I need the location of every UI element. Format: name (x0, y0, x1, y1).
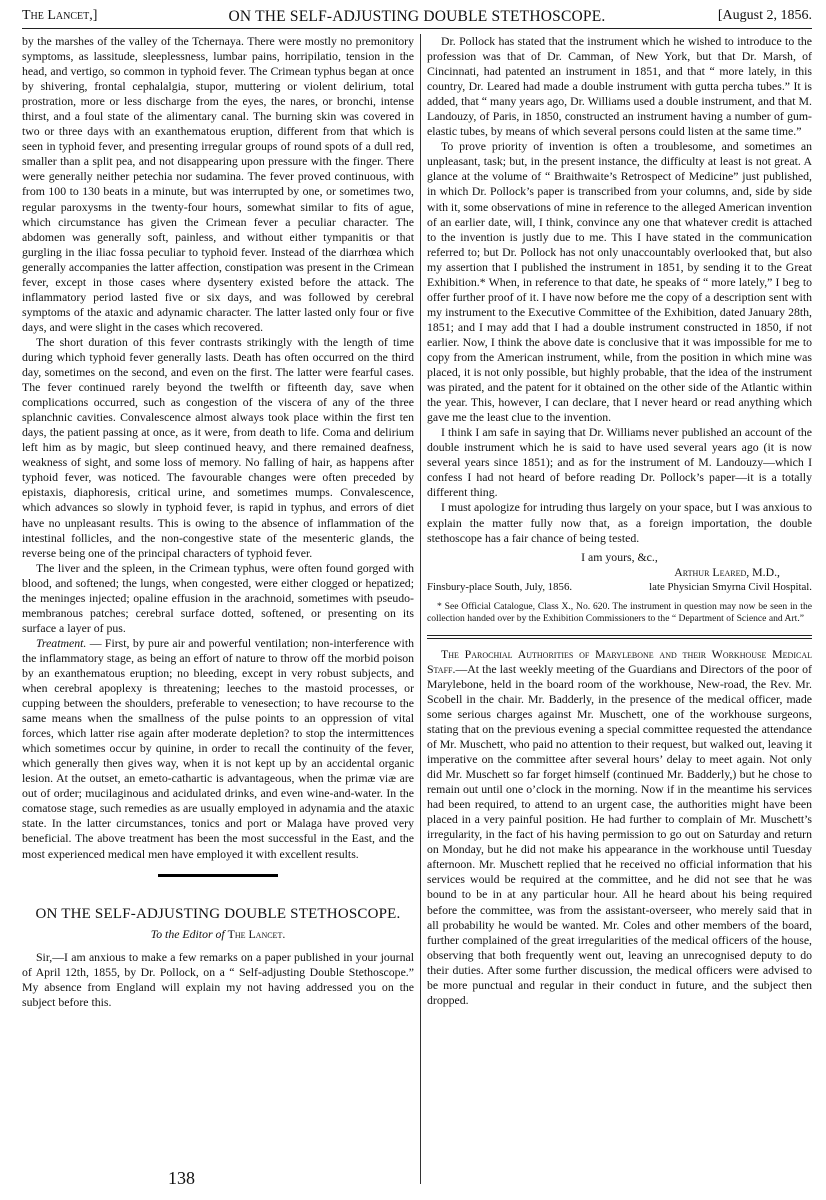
signature-place: Finsbury-place South, July, 1856. (427, 580, 573, 593)
right-paragraph-1: Dr. Pollock has stated that the instrument which he wished to introduce to the profession was that of Dr. Camman, of New York, but that Dr. Marsh, of Cincinnati, had patented an instrument in 1851, and that “ more lately, in this country, Dr. Leared had made a double instrument with gutta percha tubes.” It is added, that “ many years ago, Dr. Williams used a double instrument, and that M. Landouzy, of Paris, in 1850, constructed an instrument having a number of gum-elastic tubes, by means of which several persons could listen at the same time.” (427, 34, 812, 139)
column-divider (420, 34, 421, 1184)
footnote: * See Official Catalogue, Class X., No. 620. The instrument in question may now be seen in the collection handed over by the Exhibition Commissioners to the “ Department of Science and Art.” (427, 600, 812, 624)
running-header (22, 6, 812, 29)
signature-name: Arthur Leared, M.D., (674, 564, 780, 579)
section-double-rule (427, 635, 812, 639)
header-title: ON THE SELF-ADJUSTING DOUBLE STETHOSCOPE. (228, 8, 606, 25)
to-editor-line (22, 927, 414, 942)
left-paragraph-2: The short duration of this fever contrasts strikingly with the length of time during which typhoid fever generally lasts. Death has often occurred on the third day, sometimes on the second, and even on the first. The latter were fearful cases. The fever continued rarely beyond the twelfth or fifteenth day, save when complications occurred, such as congestion of the viscera of any of the three splanchnic cavities. Convalescence almost always took place within the first ten days, the patient passing at once, as it were, from death to life. Coma and delirium left him as by magic, but sleep continued heavy, and there remained deafness, weakness of sight, and some loss of memory. No falling of hair, as happens after typhoid fever, was noticed. The favourable changes were often preceded by epistaxis, diaphoresis, critical urine, and sometimes mumps. Convalescence, which advances so slowly in typhoid fever, is rapid in typhus, and errors of diet have no unpleasant results. This is owing to the absence of inflammation of the intestinal follicles, and the non-congestive state of the mesenteric glands, the reverse being one of the principal characters of typhoid fever. (22, 334, 414, 560)
to-editor-journal: The Lancet. (227, 926, 286, 941)
signoff: I am yours, &c., (581, 549, 658, 564)
marylebone-lead: The Parochial Authorities of Marylebone and their Workhouse Medical Staff. (427, 646, 812, 676)
left-column (22, 34, 414, 1010)
right-paragraph-4: I must apologize for intruding thus largely on your space, but I was anxious to explain the matter fully now that, as a foreign importation, the double stethoscope has a fair chance of being tested. (427, 500, 812, 545)
signature-row (427, 580, 812, 595)
treatment-paragraph (22, 636, 414, 862)
marylebone-text: —At the last weekly meeting of the Guardians and Directors of the poor of Marylebone, held in the board room of the workhouse, New-road, the Rev. Mr. Scobell in the chair. Mr. Badderly, in the presence of the medical officer, made some serious charges against Mr. Muschett, one of the workhouse surgeons, stating that on the previous evening a special committee requested the attendance of Mr. Muschett, who paid no attention to their request, but walked out, leaving it imperative on the committee after several hours’ delay to meet again. Not only did Mr. Muschett so far forget himself (continued Mr. Badderly,) but he chose to remain out until one o’clock in the morning. Now if in the meantime his services had been required, to attend to an urgent case, the authorities might have been placed in a very painful position. He had further to complain of Mr. Muschett’s irregularity, in the fact of his having permission to go out on Saturday and return on Monday, but he did not make his appearance in the workhouse until Tuesday afternoon. Mr. Muschett replied that he received no official information that his services would be required at the committee, and he did not see that he was bound to be in at any particular hour. All he heard about his being required before the committee, was from the assistant-overseer, who merely said that in all probability he would be wanted. Mr. Coles and other members of the board, further complained of the great irregularities of the medical officers of the house, observing that both frequently went out, leaving an unrecognised deputy to do their duties. After some further discussion, the medical officers were advised to be more punctual and regular in their conduct in future, and the subject then dropped. (427, 661, 812, 1007)
treatment-lead: Treatment. (36, 635, 87, 650)
left-paragraph-1: by the marshes of the valley of the Tchernaya. There were mostly no premonitory symptoms, as lassitude, sleeplessness, lumbar pains, horripilatio, tension in the head, and vertigo, so common in typhoid fever. The Crimean typhus began at once by shivering, frontal cephalalgia, stupor, muttering or violent delirium, total prostration, more or less discharge from the eyes, the nares, or bronchi, intense thirst, and a foul state of the alimentary canal. The burning skin was covered in two or three days with an exanthematous eruption, different from that which is seen in typhoid fever, and presenting irregular groups of round spots of a dull red, smaller than a split pea, and not disappearing upon pressure with the finger. There were generally neither petechia nor sudamina. The fever proved continuous, with from 100 to 130 beats in a minute, but was interrupted by one, or sometimes two, regular paroxysms in the twenty-four hours, somewhat similar to fits of ague, which circumstance has given the Crimean fever a peculiar character. The abdomen was generally soft, painless, and without either tympanitis or that gurgling in the iliac fossa peculiar to typhoid fever. Instead of the diarrhœa which generally accompanies the latter affection, constipation was present in the Crimean fever, except in those cases where dysentery existed before the attack. The inflammatory period lasted five or six days, and was followed by cerebral symptoms of the ataxic and adynamic character. The latter lasted only four or five days, and were slight in the cases which recovered. (22, 34, 414, 334)
article-title: ON THE SELF-ADJUSTING DOUBLE STETHOSCOPE. (35, 905, 401, 922)
page-number: 138 (168, 1168, 195, 1188)
signature-title: late Physician Smyrna Civil Hospital. (649, 580, 812, 593)
right-paragraph-2: To prove priority of invention is often a troublesome, and sometimes an unpleasant, task; but, in the present instance, the difficulty at least is not great. A glance at the volume of “ Braithwaite’s Retrospect of Medicine” just published, in which Dr. Pollock’s paper is transcribed from your columns, and, side by side with it, some observations of mine in reference to the alleged American invention of an earlier date, will, I think, convince any one that whatever credit is attached to the invention is justly due to me. This I have stated in the communication referred to; but Dr. Pollock has not only unaccountably overlooked that, but also my assertion that I published the instrument in 1851, by sending it to the Great Exhibition.* When, in reference to that date, he speaks of “ more lately,” I beg to offer further proof of it. I have now before me the copy of a description sent with my instrument to the Executive Committee of the Exhibition, dated January 28th, 1851; and I may add that I had a double instrument constructed in 1850, if not earlier. Now, I think the above date is conclusive that it was impossible for me to copy from the American instrument, while, from the position in which mine was placed, it is not only possible, but highly probable, that the idea of the instrument was pirated, and the patent for it obtained on the other side of the Atlantic within the year. This, however, I can declare, that I never heard or read anything which gave me the least clue to the invention. (427, 139, 812, 425)
marylebone-paragraph (427, 647, 812, 1008)
header-journal: The Lancet,] (22, 8, 98, 23)
treatment-text: — First, by pure air and powerful ventilation; non-interference with the inflammatory stage, as being an effort of nature to throw off the morbid poison by an exanthematous eruption; no bleeding, except in very robust subjects, and when cerebral apoplexy is threatening; leeches to the mastoid processes, or cupping between the shoulders, preferable to venesection; to have recourse to the same means when the smallness of the pulse points to an oppression of vital forces, which latter rise again after moderate depletion? to stop the intermittences which sometimes occur by quinine, in order to recall the continuity of the fever, which generally then gives way, when it is not kept up by an accidental organic lesion. At the outset, an emeto-cathartic is advantageous, when the primæ viæ are out of order; mucilaginous and acidulated drinks, and even wine-and-water. In the comatose stage, such remedies as are usually employed in adynamia and the ataxic state. In the latter circumstances, tonics and port or Malaga have proved very beneficial. The above treatment has been the most successful in the East, and the most experienced medical men have employed it with excellent results. (22, 635, 414, 861)
right-column (427, 34, 812, 1008)
right-paragraph-3: I think I am safe in saying that Dr. Williams never published an account of the double instrument which he is said to have used several years ago (it is now several years since 1851); and as for the instrument of M. Landouzy—which I confess I had not heard of before reading Dr. Pollock’s paper—it is a totally different thing. (427, 425, 812, 500)
to-editor-prefix: To the Editor of (150, 926, 228, 941)
letter-paragraph-1: Sir,—I am anxious to make a few remarks on a paper published in your journal of April 12th, 1855, by Dr. Pollock, on a “ Self-adjusting Double Stethoscope.” My absence from England will explain my not having addressed you on the subject before this. (22, 949, 414, 1009)
header-date: [August 2, 1856. (717, 8, 812, 23)
left-paragraph-3: The liver and the spleen, in the Crimean typhus, were often found gorged with blood, and softened; the lungs, when congested, were either clogged or hepatized; the meninges injected; opaline effusion in the arachnoid, sometimes with pseudo-membranous patches; cerebral surface dotted, softened, or presenting on its surface a layer of pus. (22, 560, 414, 635)
section-rule (158, 874, 278, 877)
